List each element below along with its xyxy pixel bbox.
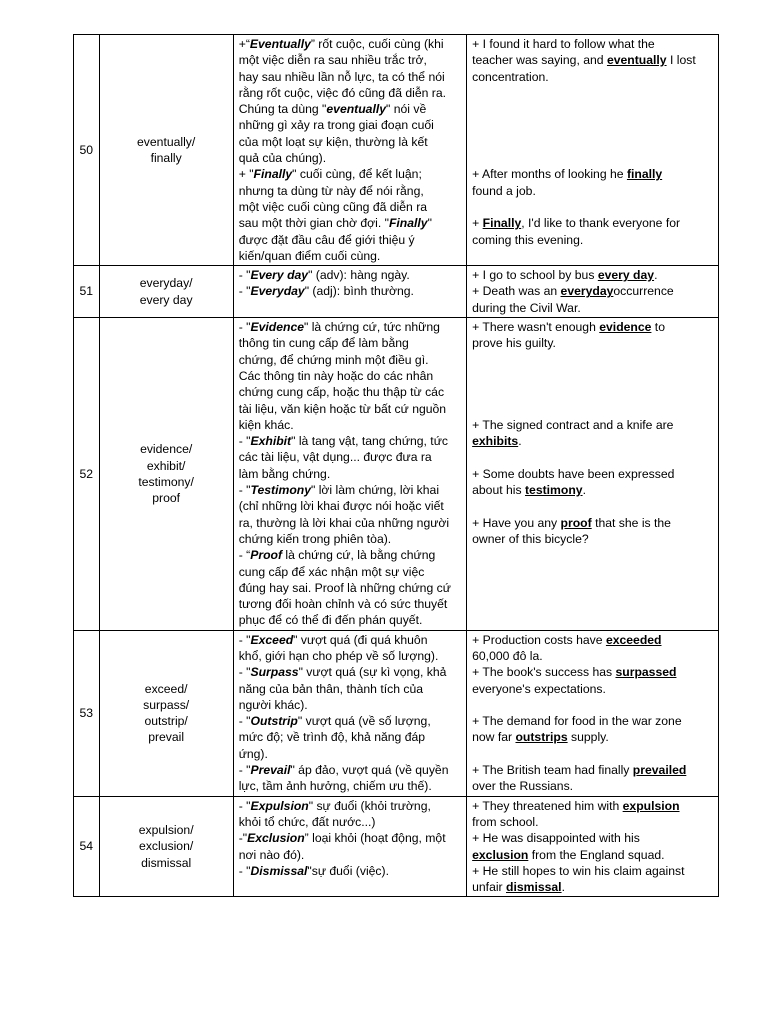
text-line <box>472 319 714 335</box>
explanation-text: - " <box>238 863 251 878</box>
explanation-text: hay sau nhiều lần nỗ lực, ta có thể nói <box>238 69 445 84</box>
example-text: everyone's expectations. <box>472 681 606 696</box>
text-line <box>472 798 714 814</box>
text-line <box>239 232 462 248</box>
example-text: teacher was saying, and <box>472 53 607 68</box>
vocab-word: exhibit/ <box>146 458 186 473</box>
text-line <box>472 368 714 384</box>
explanation-text: + " <box>238 167 254 182</box>
text-line <box>239 482 462 498</box>
text-line <box>239 248 462 264</box>
text-line <box>239 515 462 531</box>
vocab-word: dismissal <box>141 855 192 870</box>
explanation-text: nơi nào đó). <box>238 847 305 862</box>
explanation-text: các tài liệu, vật dụng... được đưa ra <box>238 450 432 465</box>
example-text: supply. <box>567 730 609 745</box>
vocab-word: evidence/ <box>140 442 193 457</box>
explanation-text: những gì xảy ra trong giai đoạn cuối <box>238 118 434 133</box>
table-row <box>74 796 719 897</box>
vocab-word: outstrip/ <box>144 714 188 729</box>
explanation-text: chứng, để chứng minh một điều gì. <box>238 352 429 367</box>
text-line <box>239 199 462 215</box>
text-line <box>239 85 462 101</box>
example-text: found a job. <box>472 183 536 198</box>
explanation-text: lực, tầm ảnh hưởng, chiếm ưu thế). <box>238 779 432 794</box>
explanation-text: " sự đuổi (khỏi trường, <box>308 798 431 813</box>
highlighted-word: prevailed <box>632 763 687 778</box>
explanation-text: khổ, giới hạn cho phép về số lượng). <box>238 648 439 663</box>
highlighted-word: testimony <box>524 483 583 498</box>
text-line <box>472 384 714 400</box>
entry-number: 53 <box>74 630 100 796</box>
highlighted-word: finally <box>626 167 663 182</box>
example-text: . <box>582 483 586 498</box>
vocab-word: prevail <box>148 730 185 745</box>
text-line <box>239 531 462 547</box>
example-text: to <box>651 320 665 335</box>
example-text: . <box>518 434 522 449</box>
keyword: Prevail <box>250 763 291 778</box>
text-line <box>239 384 462 400</box>
highlighted-word: evidence <box>599 320 652 335</box>
example-text: concentration. <box>472 69 549 84</box>
vocab-word-cell <box>99 630 233 796</box>
example-text: + They threatened him with <box>472 798 623 813</box>
text-line <box>239 101 462 117</box>
example-text: now far <box>472 730 516 745</box>
explanation-text: " áp đảo, vượt quá (về quyền <box>290 763 449 778</box>
examples-cell <box>467 35 719 266</box>
example-text: . <box>561 880 565 895</box>
explanation-text: được đặt đầu câu để giới thiệu ý <box>238 232 415 247</box>
text-line <box>239 580 462 596</box>
table-row <box>74 35 719 266</box>
example-text: unfair <box>472 880 506 895</box>
text-line <box>239 798 462 814</box>
text-line <box>472 417 714 433</box>
highlighted-word: Finally <box>482 216 522 231</box>
text-line <box>472 466 714 482</box>
keyword: Surpass <box>250 665 299 680</box>
text-line <box>472 531 714 547</box>
text-line <box>239 596 462 612</box>
text-line <box>239 134 462 150</box>
explanation-text: " <box>427 216 432 231</box>
highlighted-word: surpassed <box>615 665 677 680</box>
text-line <box>239 52 462 68</box>
examples-cell <box>467 796 719 897</box>
text-line <box>239 762 462 778</box>
explanation-text: sau một thời gian chờ đợi. " <box>238 216 389 231</box>
explanation-text: (chỉ những lời khai được nói hoặc viết <box>238 499 444 514</box>
example-text: over the Russians. <box>472 779 574 794</box>
explanation-text: - " <box>238 284 251 299</box>
text-line <box>472 69 714 85</box>
keyword: Everyday <box>250 284 305 299</box>
text-line <box>472 267 714 283</box>
explanation-text: - " <box>238 632 251 647</box>
text-line <box>472 648 714 664</box>
keyword: Finally <box>388 216 428 231</box>
explanation-text: " vượt quá (sự kì vọng, khả <box>298 665 447 680</box>
explanation-text: của một loạt sự kiện, thường là kết <box>238 134 428 149</box>
example-text: from school. <box>472 814 539 829</box>
text-line <box>239 564 462 580</box>
explanation-cell <box>233 318 466 631</box>
explanation-text: " nói về <box>386 102 427 117</box>
explanation-text: - " <box>238 320 251 335</box>
vocab-word: exclusion/ <box>139 839 194 854</box>
example-text: + Some doubts have been expressed <box>472 466 675 481</box>
example-text: + <box>472 216 483 231</box>
entry-number: 54 <box>74 796 100 897</box>
highlighted-word: outstrips <box>515 730 568 745</box>
keyword: Dismissal <box>250 863 308 878</box>
vocab-word: everyday/ <box>139 276 193 291</box>
vocab-word: testimony/ <box>138 474 194 489</box>
highlighted-word: eventually <box>606 53 667 68</box>
text-line <box>472 879 714 895</box>
vocab-word-cell <box>99 35 233 266</box>
vocab-word: exceed/ <box>144 681 188 696</box>
explanation-text: đúng hay sai. Proof là những chứng cứ <box>238 580 451 595</box>
text-line <box>472 830 714 846</box>
text-line <box>239 498 462 514</box>
explanation-text: cung cấp để xác nhận một sự việc <box>238 564 425 579</box>
highlighted-word: exceeded <box>605 632 662 647</box>
explanation-text: " là tang vật, tang chứng, tức <box>291 434 448 449</box>
example-text: during the Civil War. <box>472 300 581 315</box>
text-line <box>239 417 462 433</box>
example-text: prove his guilty. <box>472 336 556 351</box>
example-text: + Have you any <box>472 515 561 530</box>
text-line <box>472 232 714 248</box>
text-line <box>472 433 714 449</box>
text-line <box>472 215 714 231</box>
explanation-cell <box>233 796 466 897</box>
keyword: Eventually <box>249 37 311 51</box>
explanation-text: phục để có thể đi đến phán quyết. <box>238 613 423 628</box>
example-text: I lost <box>666 53 696 68</box>
highlighted-word: expulsion <box>622 798 680 813</box>
text-line <box>239 847 462 863</box>
text-line <box>472 283 714 299</box>
text-line <box>239 729 462 745</box>
example-text: + He was disappointed with his <box>472 831 640 846</box>
text-line <box>239 150 462 166</box>
text-line <box>239 713 462 729</box>
vocab-word: proof <box>152 491 181 506</box>
explanation-text: khỏi tổ chức, đất nước...) <box>238 814 376 829</box>
example-text: + I go to school by bus <box>472 268 598 283</box>
explanation-text: làm bằng chứng. <box>238 466 331 481</box>
text-line <box>239 433 462 449</box>
text-line <box>472 746 714 762</box>
example-text: that she is the <box>591 515 671 530</box>
text-line <box>472 117 714 133</box>
text-line <box>239 830 462 846</box>
explanation-text: - " <box>238 268 251 283</box>
examples-cell <box>467 266 719 318</box>
explanation-text: người khác). <box>238 697 308 712</box>
explanation-text: - “ <box>238 548 251 563</box>
explanation-text: Các thông tin này hoặc do các nhân <box>238 368 434 383</box>
entry-number: 51 <box>74 266 100 318</box>
example-text: + He still hopes to win his claim against <box>472 863 685 878</box>
explanation-text: " vượt quá (về số lượng, <box>297 714 431 729</box>
explanation-text: rằng rốt cuộc, việc đó cũng đã diễn ra. <box>238 85 447 100</box>
vocab-word: every day <box>139 292 193 307</box>
explanation-text: " vượt quá (đi quá khuôn <box>293 632 428 647</box>
text-line <box>472 36 714 52</box>
explanation-text: mức độ; về trình độ, khả năng đáp <box>238 730 426 745</box>
text-line <box>472 52 714 68</box>
table-row <box>74 318 719 631</box>
text-line <box>472 498 714 514</box>
explanation-text: chứng cung cấp, hoặc thu thập từ các <box>238 385 445 400</box>
text-line <box>472 697 714 713</box>
text-line <box>472 401 714 417</box>
keyword: Finally <box>253 167 293 182</box>
explanation-text: - " <box>238 483 251 498</box>
examples-cell <box>467 318 719 631</box>
text-line <box>239 183 462 199</box>
highlighted-word: proof <box>560 515 592 530</box>
text-line <box>472 85 714 101</box>
explanation-text: một việc cuối cùng cũng đã diễn ra <box>238 199 428 214</box>
text-line <box>239 352 462 368</box>
keyword: Outstrip <box>250 714 298 729</box>
explanation-cell <box>233 266 466 318</box>
text-line <box>472 515 714 531</box>
text-line <box>239 401 462 417</box>
text-line <box>239 612 462 628</box>
keyword: Testimony <box>250 483 311 498</box>
explanation-text: tài liệu, văn kiện hoặc từ bất cứ nguồn <box>238 401 447 416</box>
explanation-text: tương đối hoàn chỉnh và có sức thuyết <box>238 597 448 612</box>
explanation-text: kiến/quan điểm cuối cùng. <box>238 248 381 263</box>
text-line <box>472 150 714 166</box>
text-line <box>239 335 462 351</box>
text-line <box>472 335 714 351</box>
example-text: from the England squad. <box>528 847 665 862</box>
text-line <box>472 134 714 150</box>
vocab-word: finally <box>150 151 182 166</box>
text-line <box>239 814 462 830</box>
text-line <box>239 267 462 283</box>
explanation-text: - " <box>238 434 251 449</box>
text-line <box>472 713 714 729</box>
explanation-text: thông tin cung cấp để làm bằng <box>238 336 409 351</box>
text-line <box>239 36 462 52</box>
explanation-cell <box>233 630 466 796</box>
text-line <box>472 632 714 648</box>
keyword: Exceed <box>250 632 294 647</box>
explanation-text: -" <box>238 831 248 846</box>
explanation-text: nhưng ta dùng từ này để nói rằng, <box>238 183 424 198</box>
highlighted-word: dismissal <box>506 880 562 895</box>
text-line <box>239 746 462 762</box>
example-text: + The British team had finally <box>472 763 633 778</box>
explanation-text: một việc diễn ra sau nhiều trắc trở, <box>238 53 427 68</box>
highlighted-word: every day <box>597 268 655 283</box>
text-line <box>239 466 462 482</box>
explanation-text: năng của bản thân, thành tích của <box>238 681 424 696</box>
vocab-word: expulsion/ <box>138 823 194 838</box>
text-line <box>239 166 462 182</box>
text-line <box>472 778 714 794</box>
text-line <box>239 449 462 465</box>
vocab-word: eventually/ <box>137 134 196 149</box>
text-line <box>239 697 462 713</box>
text-line <box>239 547 462 563</box>
text-line <box>239 69 462 85</box>
vocab-word-cell <box>99 266 233 318</box>
example-text: about his <box>472 483 525 498</box>
example-text: + Death was an <box>472 284 561 299</box>
explanation-text: - " <box>238 763 251 778</box>
explanation-text: +“ <box>238 37 250 51</box>
example-text: + The book's success has <box>472 665 616 680</box>
entry-number: 50 <box>74 35 100 266</box>
explanation-text: " (adj): bình thường. <box>304 284 414 299</box>
text-line <box>239 863 462 879</box>
vocabulary-table <box>73 34 719 897</box>
text-line <box>239 283 462 299</box>
text-line <box>239 117 462 133</box>
explanation-text: ứng). <box>238 746 268 761</box>
text-line <box>472 352 714 368</box>
explanation-text: " (adv): hàng ngày. <box>308 268 410 283</box>
example-text: owner of this bicycle? <box>472 531 589 546</box>
example-text: occurrence <box>613 284 674 299</box>
keyword: Expulsion <box>250 798 309 813</box>
explanation-text: " cuối cùng, để kết luận; <box>292 167 422 182</box>
example-text: . <box>654 268 658 283</box>
explanation-text: ra, thường là lời khai của những người <box>238 515 450 530</box>
explanation-cell <box>233 35 466 266</box>
explanation-text: quả của chúng). <box>238 151 327 166</box>
example-text: + Production costs have <box>472 632 606 647</box>
explanation-text: ” rốt cuộc, cuối cùng (khi <box>310 37 444 51</box>
explanation-text: Chúng ta dùng " <box>238 102 327 117</box>
explanation-text: kiện khác. <box>238 417 294 432</box>
text-line <box>239 778 462 794</box>
text-line <box>472 166 714 182</box>
text-line <box>472 199 714 215</box>
example-text: coming this evening. <box>472 232 584 247</box>
text-line <box>472 681 714 697</box>
text-line <box>239 632 462 648</box>
text-line <box>472 847 714 863</box>
text-line <box>239 368 462 384</box>
explanation-text: ” loại khỏi (hoạt động, một <box>304 831 446 846</box>
text-line <box>472 863 714 879</box>
example-text: + After months of looking he <box>472 167 627 182</box>
text-line <box>472 300 714 316</box>
explanation-text: là chứng cứ, là bằng chứng <box>282 548 436 563</box>
keyword: Exhibit <box>250 434 292 449</box>
text-line <box>239 319 462 335</box>
vocab-word-cell <box>99 318 233 631</box>
text-line <box>239 215 462 231</box>
text-line <box>472 664 714 680</box>
explanation-text: "sự đuổi (việc). <box>307 863 389 878</box>
highlighted-word: everyday <box>560 284 614 299</box>
example-text: + The demand for food in the war zone <box>472 714 682 729</box>
keyword: Evidence <box>250 320 305 335</box>
example-text: + The signed contract and a knife are <box>472 417 674 432</box>
explanation-text: " là chứng cứ, tức những <box>304 320 440 335</box>
explanation-text: - " <box>238 714 251 729</box>
text-line <box>472 482 714 498</box>
example-text: , I'd like to thank everyone for <box>521 216 681 231</box>
keyword: eventually <box>326 102 387 117</box>
highlighted-word: exclusion <box>472 847 529 862</box>
entry-number: 52 <box>74 318 100 631</box>
text-line <box>472 762 714 778</box>
vocab-word-cell <box>99 796 233 897</box>
vocab-word: surpass/ <box>143 697 190 712</box>
table-row <box>74 266 719 318</box>
text-line <box>472 814 714 830</box>
example-text: + I found it hard to follow what the <box>472 37 655 51</box>
keyword: Proof <box>250 548 283 563</box>
table-row <box>74 630 719 796</box>
explanation-text: chứng kiến trong phiên tòa). <box>238 531 392 546</box>
text-line <box>472 183 714 199</box>
highlighted-word: exhibits <box>472 434 519 449</box>
keyword: Every day <box>250 268 309 283</box>
text-line <box>239 681 462 697</box>
table-body <box>74 35 719 897</box>
text-line <box>239 648 462 664</box>
text-line <box>472 101 714 117</box>
text-line <box>472 449 714 465</box>
explanation-text: " lời làm chứng, lời khai <box>310 483 440 498</box>
text-line <box>239 664 462 680</box>
examples-cell <box>467 630 719 796</box>
explanation-text: - " <box>238 665 251 680</box>
explanation-text: - " <box>238 798 251 813</box>
example-text: + There wasn't enough <box>472 320 600 335</box>
keyword: Exclusion <box>247 831 305 846</box>
text-line <box>472 729 714 745</box>
example-text: 60,000 đô la. <box>472 648 543 663</box>
